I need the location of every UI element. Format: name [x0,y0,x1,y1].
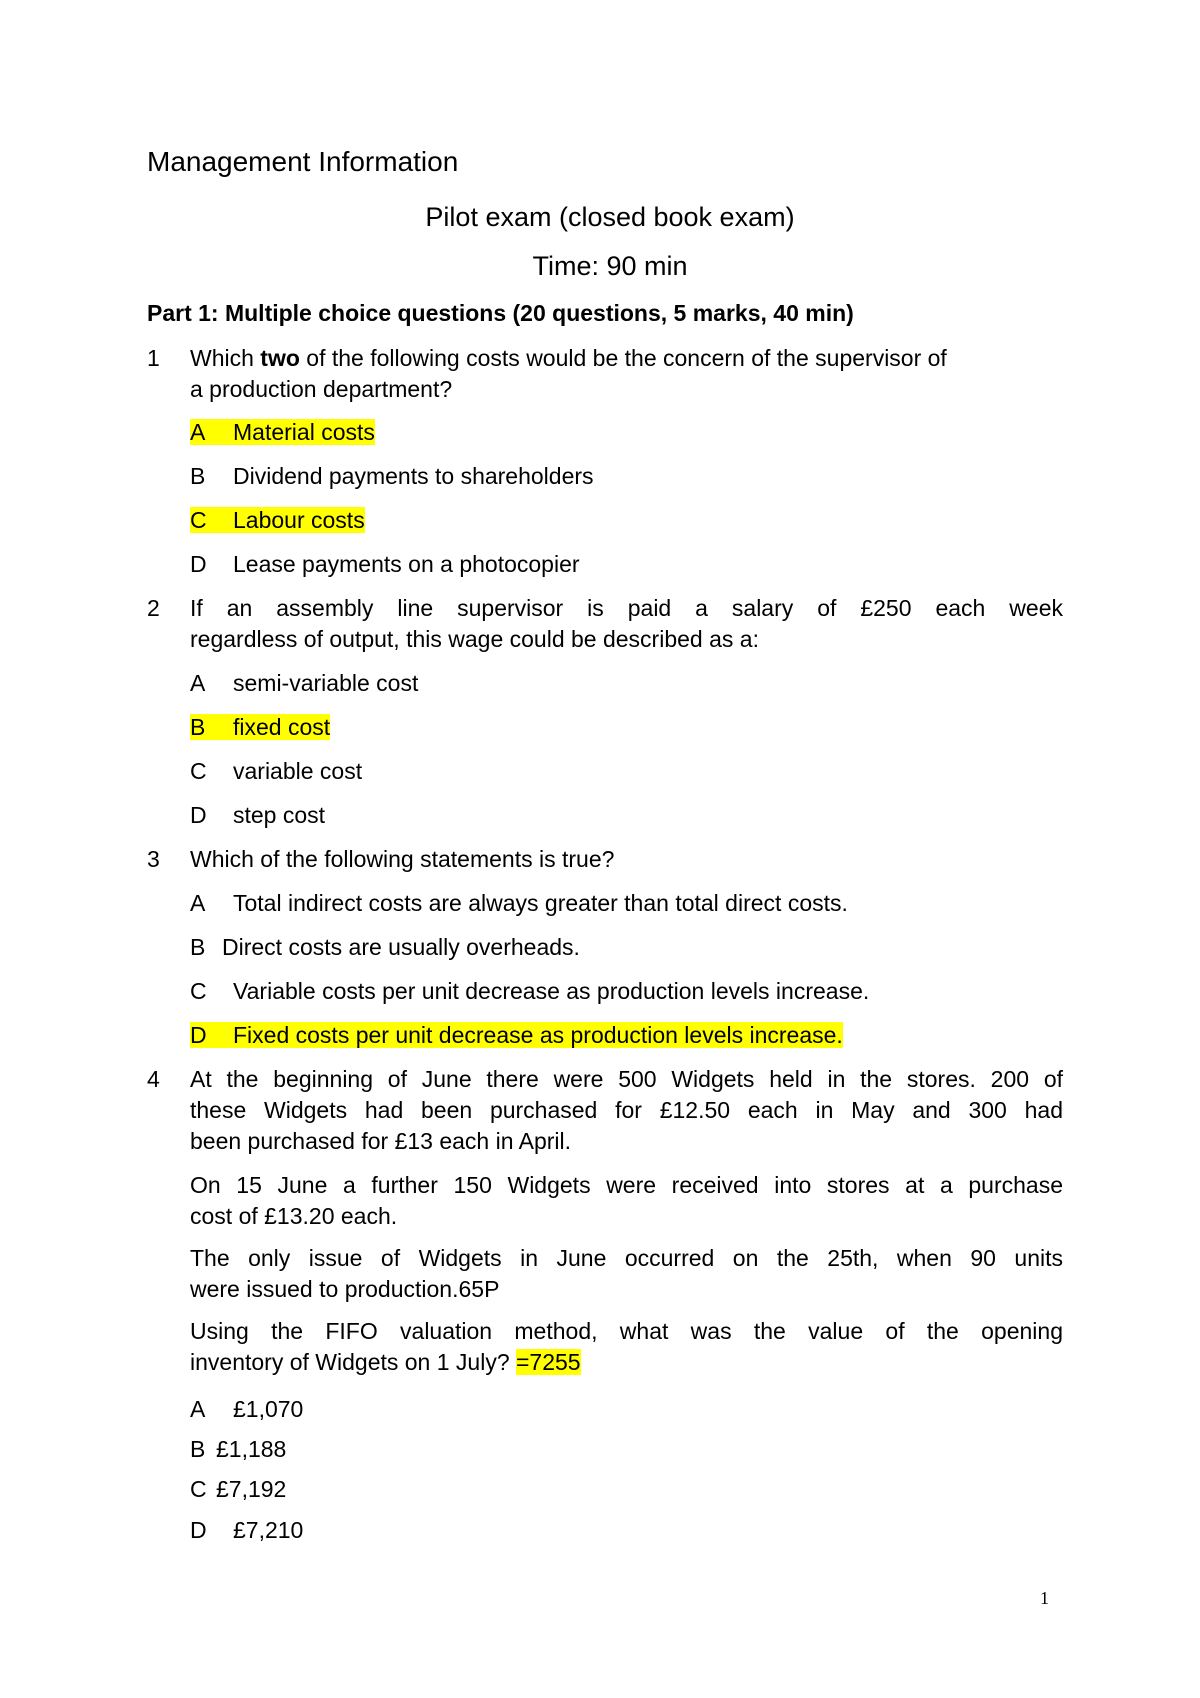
option-a [190,417,375,448]
question-text-line: On 15 June a further 150 Widgets were received into stores at a purchase [190,1172,1063,1198]
option-text: semi-variable cost [233,670,419,696]
answer-note: =7255 [516,1349,581,1375]
option-c [190,1474,286,1505]
question-text-line [190,1347,1063,1378]
option-text: £1,070 [233,1396,304,1422]
option-text: Fixed costs per unit decrease as production levels increase. [233,1022,843,1048]
option-d [190,1515,303,1546]
question-text-line: cost of £13.20 each. [190,1203,398,1229]
option-letter: B [190,934,206,960]
option-c [190,756,362,787]
option-text: £7,192 [216,1476,287,1502]
option-b [190,461,594,492]
option-letter: A [190,670,206,696]
question-text-line: these Widgets had been purchased for £12.50 each in May and 300 had [190,1097,1063,1123]
option-text: variable cost [233,758,363,784]
question-text-segment: Which [190,345,261,371]
question-text-segment: inventory of Widgets on 1 July? [190,1349,516,1375]
option-b [190,932,580,963]
option-text: Direct costs are usually overheads. [222,934,580,960]
question-text-line: The only issue of Widgets in June occurred on the 25th, when 90 units [190,1245,1063,1271]
option-text: Lease payments on a photocopier [233,551,580,577]
question-text-line: Using the FIFO valuation method, what was the value of the opening [190,1318,1063,1344]
option-text: Total indirect costs are always greater than total direct costs. [233,890,848,916]
option-letter: B [190,714,206,740]
question-number: 1 [147,345,160,371]
option-d [190,549,580,580]
highlighted-answer [190,714,330,740]
question-emphasis: two [260,345,300,371]
option-text: Variable costs per unit decrease as production levels increase. [233,978,870,1004]
option-letter: C [190,1476,207,1502]
option-b [190,712,330,743]
option-text: Dividend payments to shareholders [233,463,594,489]
option-a [190,1394,303,1425]
option-text: Material costs [233,419,375,445]
question-text-line: regardless of output, this wage could be described as a: [190,626,759,652]
question-text [190,343,947,374]
exam-time: Time: 90 min [532,251,688,281]
option-letter: D [190,1022,207,1048]
question-text-line: a production department? [190,376,453,402]
question-text-segment: of the following costs would be the concern of the supervisor of [299,345,947,371]
question-text-line: At the beginning of June there were 500 Widgets held in the stores. 200 of [190,1066,1063,1092]
option-c [190,505,365,536]
option-letter: D [190,802,207,828]
option-letter: A [190,1396,206,1422]
question-number: 4 [147,1066,160,1092]
option-letter: C [190,507,207,533]
exam-subtitle: Pilot exam (closed book exam) [425,202,795,232]
question-text-line: been purchased for £13 each in April. [190,1128,572,1154]
highlighted-answer [190,1022,843,1048]
option-text: Labour costs [233,507,365,533]
option-text: £7,210 [233,1517,304,1543]
option-d [190,800,325,831]
page-number: 1 [1040,1588,1049,1608]
option-letter: A [190,890,206,916]
option-d [190,1020,843,1051]
option-text: £1,188 [216,1436,287,1462]
highlighted-answer [190,419,375,445]
option-letter: A [190,419,206,445]
question-number: 3 [147,846,160,872]
option-text: step cost [233,802,326,828]
part-heading: Part 1: Multiple choice questions (20 questions, 5 marks, 40 min) [147,300,854,326]
highlighted-answer [190,507,365,533]
option-letter: B [190,1436,206,1462]
option-letter: B [190,463,206,489]
option-a [190,888,848,919]
option-letter: C [190,978,207,1004]
question-number: 2 [147,595,160,621]
question-paragraph [190,1316,1063,1378]
option-letter: D [190,1517,207,1543]
option-a [190,668,418,699]
question-text-line: were issued to production.65P [190,1276,500,1302]
question-text: Which of the following statements is true? [190,846,615,872]
document-title: Management Information [147,146,459,177]
question-paragraph [190,1064,1063,1157]
question-text [190,593,1063,655]
option-text: fixed cost [233,714,331,740]
option-b [190,1434,286,1465]
question-paragraph [190,1170,1063,1232]
question-paragraph [190,1243,1063,1305]
option-c [190,976,869,1007]
option-letter: C [190,758,207,784]
option-letter: D [190,551,207,577]
question-text-line: If an assembly line supervisor is paid a salary of £250 each week [190,595,1063,621]
